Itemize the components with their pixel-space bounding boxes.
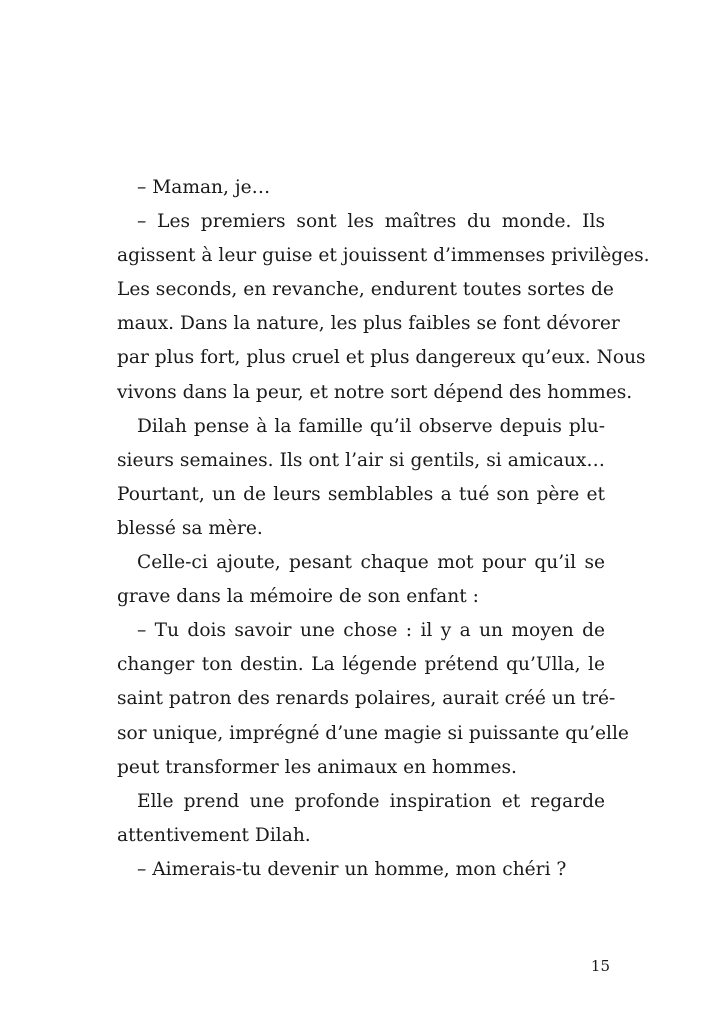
text-line: sor unique, imprégné d’une magie si puissante qu’elle [117,722,629,744]
text-line: Les seconds, en revanche, endurent toutes sortes de [117,279,614,301]
text-line: attentivement Dilah. [117,824,311,846]
text-line: vivons dans la peur, et notre sort dépend des hommes. [117,381,633,403]
text-line: grave dans la mémoire de son enfant : [117,586,479,608]
text-line: maux. Dans la nature, les plus faibles se font dévorer [117,313,620,335]
text-line: Elle prend une profonde inspiration et regarde [137,790,605,812]
text-line: saint patron des renards polaires, aurait créé un tré- [117,688,616,710]
text-line: – Les premiers sont les maîtres du monde. Ils [137,211,605,233]
page-number: 15 [590,957,610,975]
text-line: – Tu dois savoir une chose : il y a un moyen de [137,620,605,642]
text-line: par plus fort, plus cruel et plus dangereux qu’eux. Nous [117,347,646,369]
text-line: – Aimerais-tu devenir un homme, mon chéri ? [137,858,567,880]
text-line: sieurs semaines. Ils ont l’air si gentils, si amicaux… [117,449,605,471]
text-line: Pourtant, un de leurs semblables a tué son père et [117,483,605,505]
text-line: Celle-ci ajoute, pesant chaque mot pour qu’il se [137,552,605,574]
text-line: changer ton destin. La légende prétend qu’Ulla, le [117,654,605,676]
text-line: Dilah pense à la famille qu’il observe depuis plu- [137,415,605,437]
text-line: – Maman, je… [137,177,271,198]
text-line: peut transformer les animaux en hommes. [117,756,517,778]
text-line: agissent à leur guise et jouissent d’immenses privilèges. [117,245,650,267]
text-line: blessé sa mère. [117,517,263,539]
body-text [117,171,650,887]
